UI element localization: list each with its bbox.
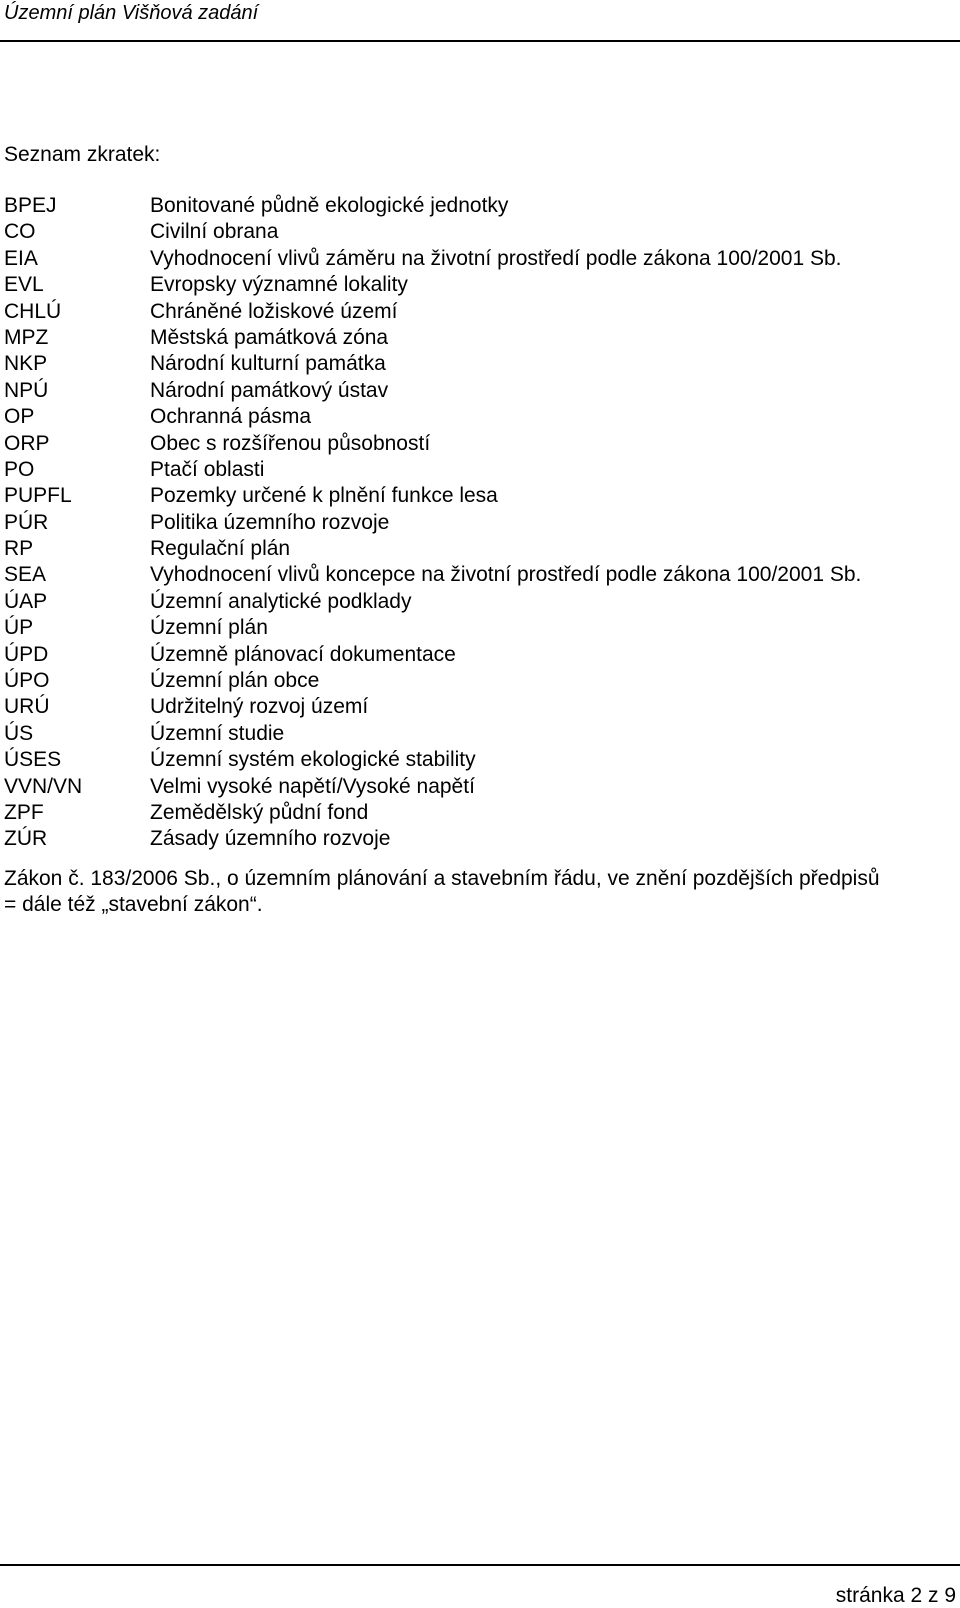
abbreviation-code: SEA: [4, 563, 47, 587]
abbreviation-row: [4, 668, 954, 694]
abbreviation-code: ÚSES: [4, 748, 62, 772]
abbreviation-description: Zásady územního rozvoje: [150, 827, 391, 851]
abbreviation-row: [4, 246, 954, 272]
abbreviation-row: [4, 325, 954, 351]
law-note-line-2: = dále též „stavební zákon“.: [4, 893, 263, 916]
abbreviation-description: Velmi vysoké napětí/Vysoké napětí: [150, 774, 475, 798]
abbreviation-row: [4, 562, 954, 588]
abbreviation-row: [4, 642, 954, 668]
abbreviation-row: [4, 483, 954, 509]
law-note: [4, 866, 956, 918]
abbreviation-description: Regulační plán: [150, 537, 291, 561]
abbreviation-description: Zemědělský půdní fond: [150, 800, 369, 824]
abbreviation-code: PUPFL: [4, 484, 72, 508]
abbreviation-description: Územní analytické podklady: [150, 589, 412, 613]
abbreviation-description: Městská památková zóna: [150, 325, 389, 349]
abbreviation-row: [4, 510, 954, 536]
abbreviation-description: Územní studie: [150, 721, 285, 745]
abbreviation-code: ZPF: [4, 800, 44, 824]
abbreviation-description: Vyhodnocení vlivů záměru na životní prostředí podle zákona 100/2001 Sb.: [150, 246, 842, 270]
law-note-line-1: Zákon č. 183/2006 Sb., o územním plánování a stavebním řádu, ve znění pozdějších předpisů: [4, 867, 880, 890]
abbreviations-list: [4, 193, 954, 853]
abbreviation-description: Územní plán: [150, 616, 268, 640]
abbreviation-row: [4, 404, 954, 430]
abbreviation-row: [4, 457, 954, 483]
abbreviation-code: CHLÚ: [4, 299, 62, 323]
abbreviation-row: [4, 536, 954, 562]
abbreviation-code: ÚPD: [4, 642, 49, 666]
abbreviation-description: Bonitované půdně ekologické jednotky: [150, 194, 509, 217]
abbreviation-code: RP: [4, 537, 34, 561]
abbreviation-code: ÚS: [4, 721, 34, 745]
abbreviation-description: Obec s rozšířenou působností: [150, 431, 431, 455]
abbreviation-description: Územní systém ekologické stability: [150, 748, 476, 772]
abbreviation-code: NKP: [4, 352, 48, 376]
abbreviation-description: Ptačí oblasti: [150, 457, 265, 481]
abbreviation-code: VVN/VN: [4, 774, 83, 798]
abbreviation-row: [4, 800, 954, 826]
abbreviation-code: OP: [4, 405, 35, 429]
abbreviation-code: EIA: [4, 246, 38, 270]
abbreviation-code: CO: [4, 220, 36, 244]
abbreviation-code: ÚAP: [4, 589, 48, 613]
abbreviation-row: [4, 378, 954, 404]
abbreviation-description: Národní památkový ústav: [150, 378, 389, 402]
abbreviation-code: PO: [4, 457, 35, 481]
abbreviation-row: [4, 219, 954, 245]
document-header-title: Územní plán Višňová zadání: [4, 2, 259, 24]
abbreviation-row: [4, 615, 954, 641]
abbreviation-row: [4, 589, 954, 615]
abbreviation-description: Udržitelný rozvoj území: [150, 695, 369, 719]
abbreviation-description: Vyhodnocení vlivů koncepce na životní prostředí podle zákona 100/2001 Sb.: [150, 563, 862, 587]
header-divider: [0, 40, 960, 42]
abbreviation-code: NPÚ: [4, 378, 49, 402]
abbreviation-description: Národní kulturní památka: [150, 352, 386, 376]
abbreviation-row: [4, 694, 954, 720]
abbreviation-row: [4, 272, 954, 298]
abbreviation-description: Politika územního rozvoje: [150, 510, 390, 534]
abbreviation-description: Územní plán obce: [150, 669, 320, 693]
abbreviation-code: ZÚR: [4, 827, 48, 851]
page-number: stránka 2 z 9: [835, 1584, 956, 1607]
abbreviation-code: MPZ: [4, 325, 49, 349]
abbreviation-code: PÚR: [4, 510, 49, 534]
abbreviation-row: [4, 351, 954, 377]
abbreviation-row: [4, 826, 954, 852]
abbreviation-row: [4, 431, 954, 457]
footer-divider: [0, 1564, 960, 1566]
abbreviation-description: Pozemky určené k plnění funkce lesa: [150, 484, 498, 508]
abbreviations-heading: Seznam zkratek:: [4, 143, 161, 166]
abbreviation-row: [4, 721, 954, 747]
abbreviation-row: [4, 193, 954, 219]
abbreviation-row: [4, 299, 954, 325]
abbreviation-code: ÚP: [4, 616, 34, 640]
abbreviation-code: ORP: [4, 431, 50, 455]
abbreviation-description: Ochranná pásma: [150, 405, 312, 429]
abbreviation-description: Civilní obrana: [150, 220, 279, 244]
abbreviation-description: Chráněné ložiskové území: [150, 299, 398, 323]
abbreviation-description: Evropsky významné lokality: [150, 273, 408, 297]
abbreviation-row: [4, 747, 954, 773]
abbreviation-description: Územně plánovací dokumentace: [150, 642, 456, 666]
abbreviation-code: ÚPO: [4, 669, 50, 693]
abbreviation-code: BPEJ: [4, 194, 57, 217]
abbreviation-code: EVL: [4, 273, 44, 297]
abbreviation-row: [4, 774, 954, 800]
abbreviation-code: URÚ: [4, 695, 50, 719]
